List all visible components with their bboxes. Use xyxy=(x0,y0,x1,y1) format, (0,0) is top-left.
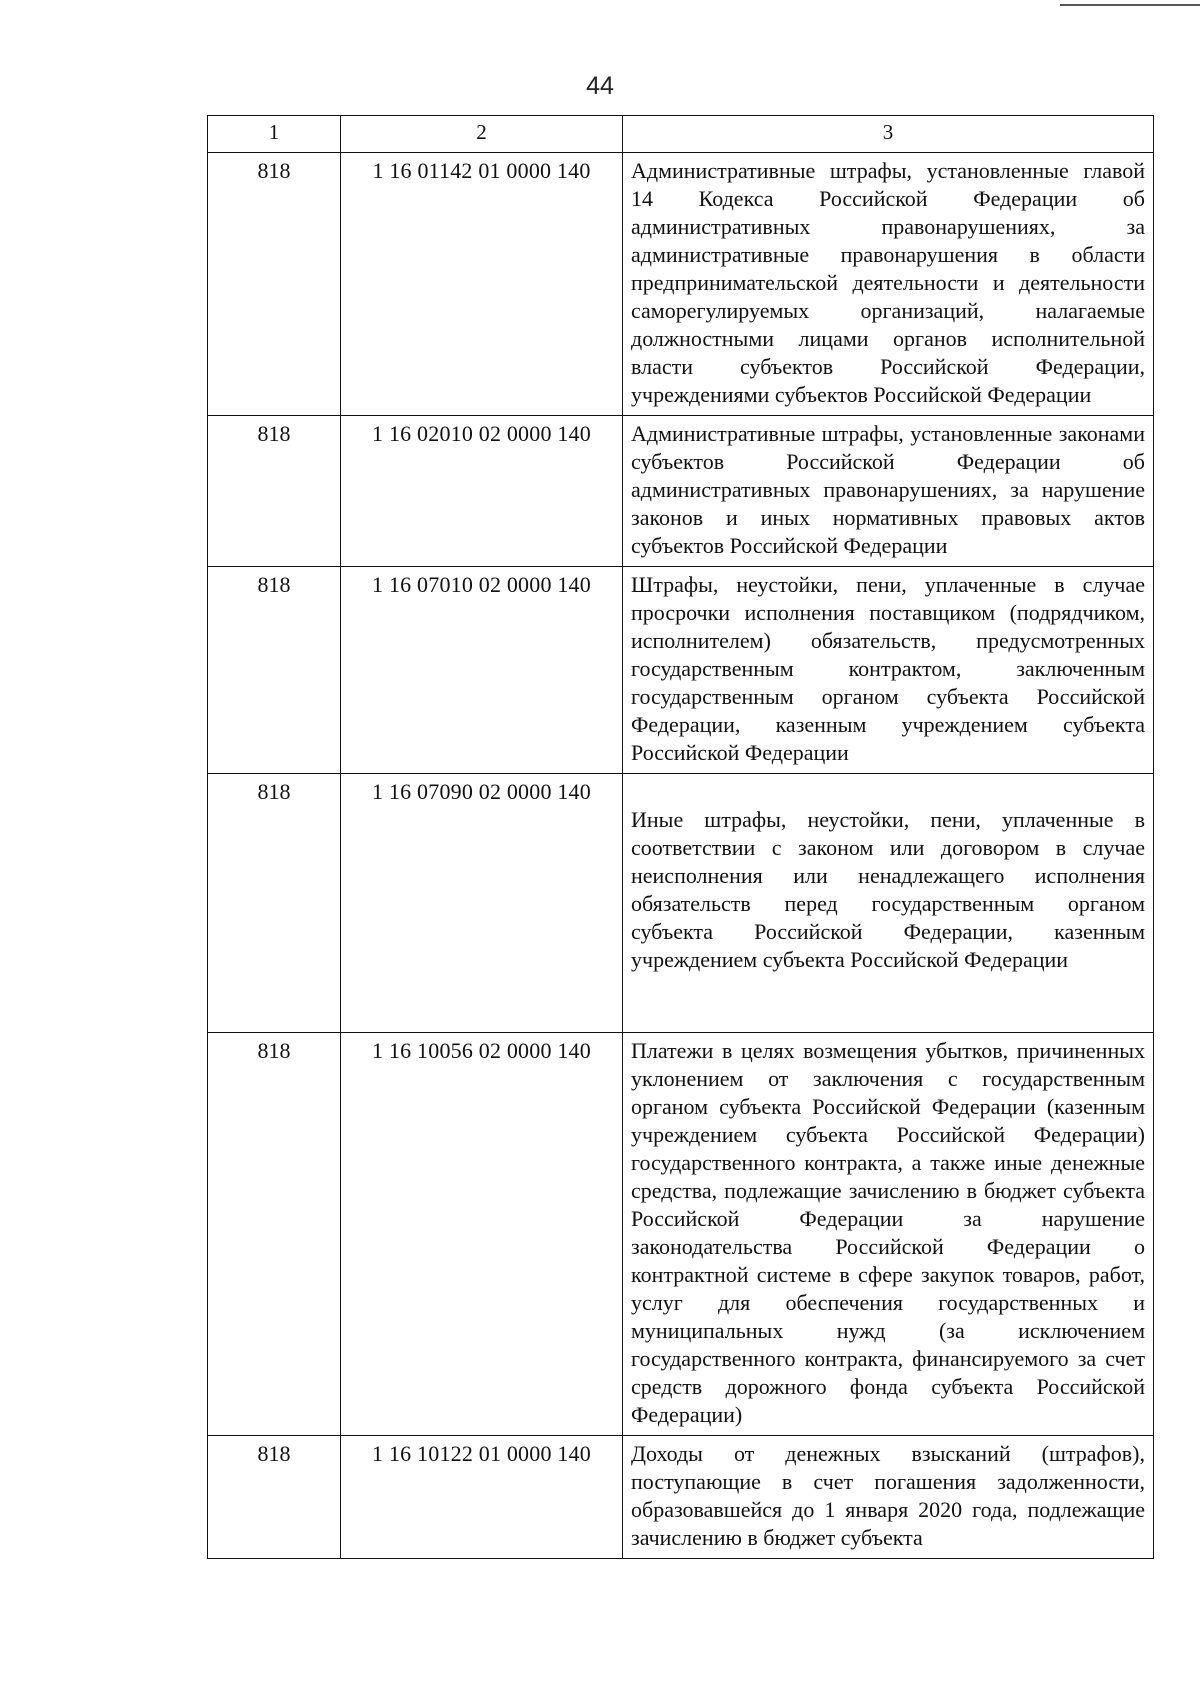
budget-code-cell: 1 16 10056 02 0000 140 xyxy=(341,1033,623,1436)
description-cell: Платежи в целях возмещения убытков, причиненных уклонением от заключения с государственным органом субъекта Российской Федерации (казенным учреждением субъекта Российской Федерации) государственного контракта, а также иные денежные средства, подлежащие зачислению в бюджет субъекта Российской Федерации за нарушение законодательства Российской Федерации о контрактной системе в сфере закупок товаров, работ, услуг для обеспечения государственных и муниципальных нужд (за исключением государственного контракта, финансируемого за счет средств дорожного фонда субъекта Российской Федерации) xyxy=(623,1033,1154,1436)
description-cell: Доходы от денежных взысканий (штрафов), поступающие в счет погашения задолженности, образовавшейся до 1 января 2020 года, подлежащие зачислению в бюджет субъекта xyxy=(623,1436,1154,1559)
table-row xyxy=(208,1436,1154,1559)
admin-code-cell: 818 xyxy=(208,153,341,416)
budget-code-cell: 1 16 10122 01 0000 140 xyxy=(341,1436,623,1559)
table-row xyxy=(208,1033,1154,1436)
table-row xyxy=(208,153,1154,416)
description-cell: Штрафы, неустойки, пени, уплаченные в случае просрочки исполнения поставщиком (подрядчиком, исполнителем) обязательств, предусмотренных государственным контрактом, заключенным государственным органом субъекта Российской Федерации, казенным учреждением субъекта Российской Федерации xyxy=(623,567,1154,774)
table-row xyxy=(208,567,1154,774)
admin-code-cell: 818 xyxy=(208,774,341,1033)
budget-code-cell: 1 16 01142 01 0000 140 xyxy=(341,153,623,416)
column-header-1: 1 xyxy=(208,116,341,153)
scan-edge-mark xyxy=(1060,4,1200,6)
column-header-3: 3 xyxy=(623,116,1154,153)
description-cell: Административные штрафы, установленные законами субъектов Российской Федерации об административных правонарушениях, за нарушение законов и иных нормативных правовых актов субъектов Российской Федерации xyxy=(623,416,1154,567)
page-number: 44 xyxy=(586,72,614,100)
admin-code-cell: 818 xyxy=(208,567,341,774)
budget-code-cell: 1 16 07010 02 0000 140 xyxy=(341,567,623,774)
admin-code-cell: 818 xyxy=(208,1033,341,1436)
column-header-2: 2 xyxy=(341,116,623,153)
table-row xyxy=(208,774,1154,1033)
table-row xyxy=(208,416,1154,567)
description-cell: Административные штрафы, установленные главой 14 Кодекса Российской Федерации об административных правонарушениях, за административные правонарушения в области предпринимательской деятельности и деятельности саморегулируемых организаций, налагаемые должностными лицами органов исполнительной власти субъектов Российской Федерации, учреждениями субъектов Российской Федерации xyxy=(623,153,1154,416)
budget-code-cell: 1 16 07090 02 0000 140 xyxy=(341,774,623,1033)
admin-code-cell: 818 xyxy=(208,1436,341,1559)
table-header-row xyxy=(208,116,1154,153)
admin-code-cell: 818 xyxy=(208,416,341,567)
revenue-codes-table xyxy=(207,115,1154,1559)
budget-code-cell: 1 16 02010 02 0000 140 xyxy=(341,416,623,567)
description-cell: Иные штрафы, неустойки, пени, уплаченные в соответствии с законом или договором в случае неисполнения или ненадлежащего исполнения обязательств перед государственным органом субъекта Российской Федерации, казенным учреждением субъекта Российской Федерации xyxy=(623,774,1154,1033)
